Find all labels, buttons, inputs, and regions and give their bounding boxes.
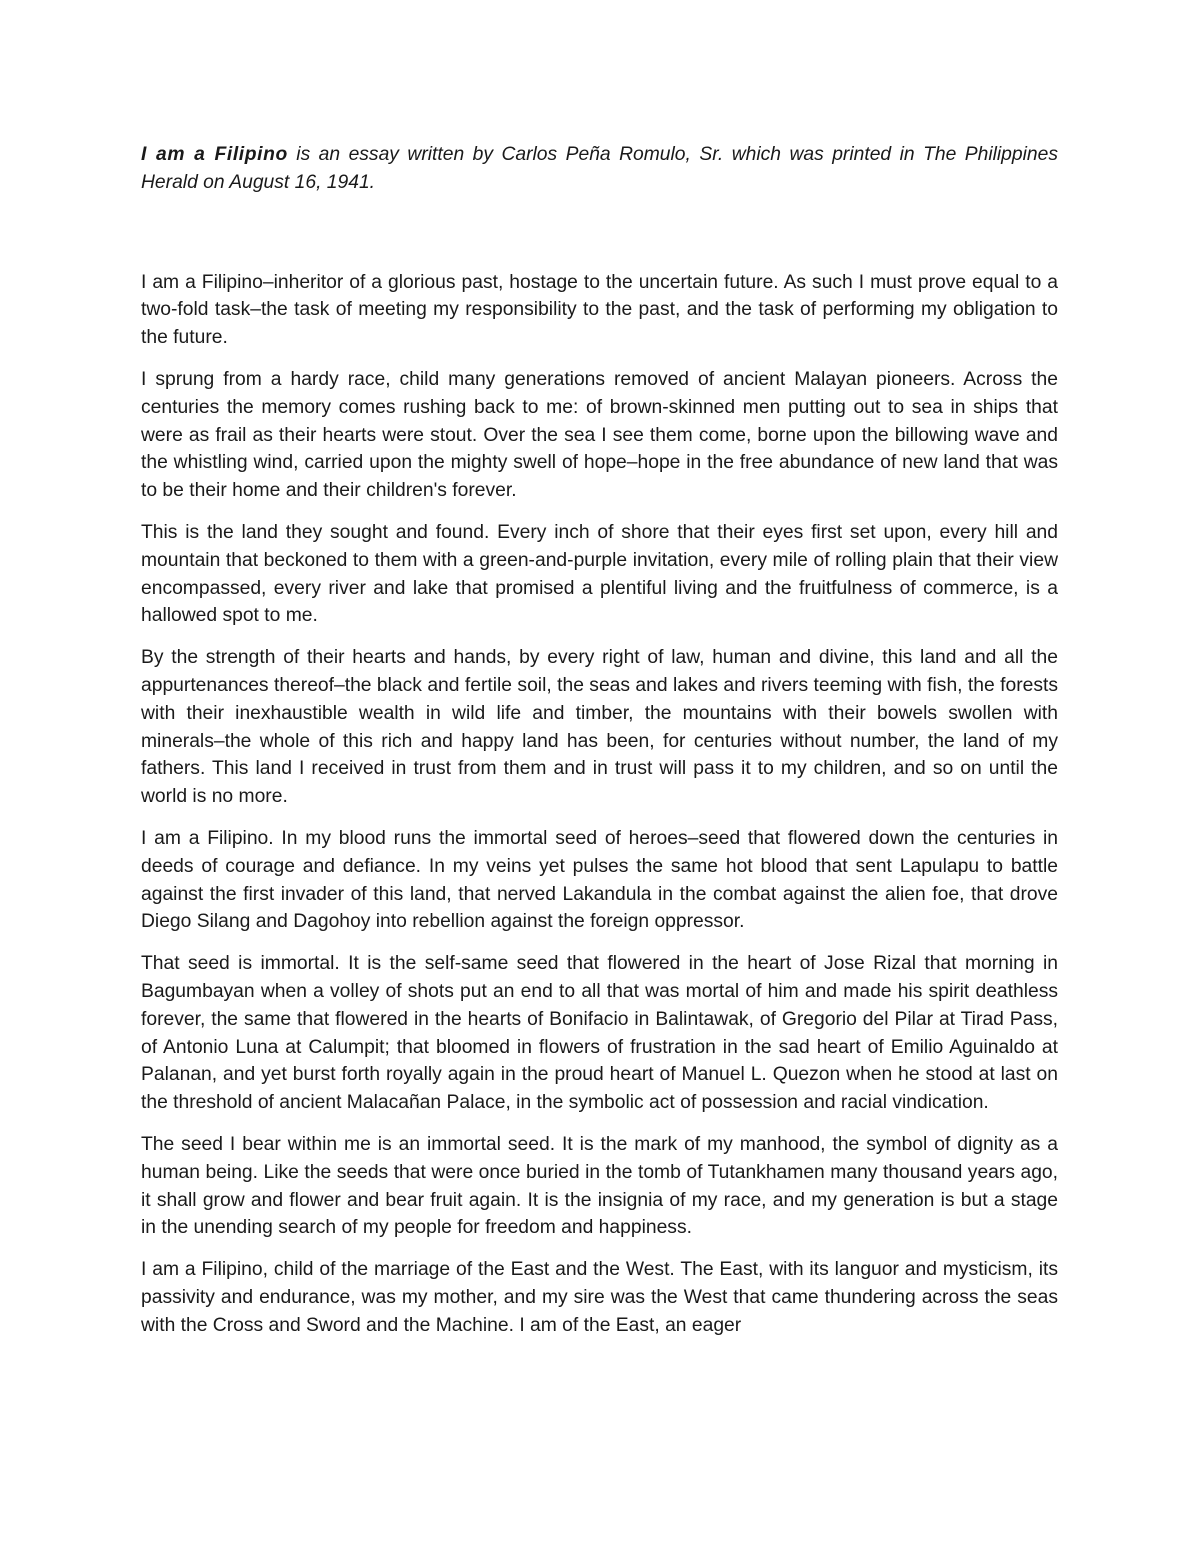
intro-text: is an essay written by Carlos Peña Romulo, Sr. which was printed in The Philippines Herald on August 16, 1941. [141, 144, 1058, 193]
essay-title: I am a Filipino [141, 144, 288, 165]
intro-spacer [141, 197, 1058, 269]
document-body [141, 141, 1058, 1353]
essay-paragraph-1: I am a Filipino–inheritor of a glorious past, hostage to the uncertain future. As such I must prove equal to a two-fold task–the task of meeting my responsibility to the past, and the task of performing my obligation to the future. [141, 271, 1058, 349]
intro-paragraph [141, 141, 1058, 197]
essay-paragraph-5: I am a Filipino. In my blood runs the immortal seed of heroes–seed that flowered down the centuries in deeds of courage and defiance. In my veins yet pulses the same hot blood that sent Lapulapu to battle against the first invader of this land, that nerved Lakandula in the combat against the alien foe, that drove Diego Silang and Dagohoy into rebellion against the foreign oppressor. [141, 827, 1058, 933]
essay-paragraph-2: I sprung from a hardy race, child many generations removed of ancient Malayan pioneers. Across the centuries the memory comes rushing back to me: of brown-skinned men putting out to sea in ships that were as frail as their hearts were stout. Over the sea I see them come, borne upon the billowing wave and the whistling wind, carried upon the mighty swell of hope–hope in the free abundance of new land that was to be their home and their children's forever. [141, 368, 1058, 502]
essay-paragraph-4: By the strength of their hearts and hands, by every right of law, human and divine, this land and all the appurtenances thereof–the black and fertile soil, the seas and lakes and rivers teeming with fish, the forests with their inexhaustible wealth in wild life and timber, the mountains with their bowels swollen with minerals–the whole of this rich and happy land has been, for centuries without number, the land of my fathers. This land I received in trust from them and in trust will pass it to my children, and so on until the world is no more. [141, 647, 1058, 808]
essay-paragraph-7: The seed I bear within me is an immortal seed. It is the mark of my manhood, the symbol of dignity as a human being. Like the seeds that were once buried in the tomb of Tutankhamen many thousand years ago, it shall grow and flower and bear fruit again. It is the insignia of my race, and my generation is but a stage in the unending search of my people for freedom and happiness. [141, 1133, 1058, 1239]
essay-paragraph-8: I am a Filipino, child of the marriage of the East and the West. The East, with its languor and mysticism, its passivity and endurance, was my mother, and my sire was the West that came thundering across the seas with the Cross and Sword and the Machine. I am of the East, an eager [141, 1259, 1058, 1336]
essay-paragraph-6: That seed is immortal. It is the self-same seed that flowered in the heart of Jose Rizal that morning in Bagumbayan when a volley of shots put an end to all that was mortal of him and made his spirit deathless forever, the same that flowered in the hearts of Bonifacio in Balintawak, of Gregorio del Pilar at Tirad Pass, of Antonio Luna at Calumpit; that bloomed in flowers of frustration in the sad heart of Emilio Aguinaldo at Palanan, and yet burst forth royally again in the proud heart of Manuel L. Quezon when he stood at last on the threshold of ancient Malacañan Palace, in the symbolic act of possession and racial vindication. [141, 953, 1058, 1114]
essay-paragraph-3: This is the land they sought and found. Every inch of shore that their eyes first set upon, every hill and mountain that beckoned to them with a green-and-purple invitation, every mile of rolling plain that their view encompassed, every river and lake that promised a plentiful living and the fruitfulness of commerce, is a hallowed spot to me. [141, 521, 1058, 627]
